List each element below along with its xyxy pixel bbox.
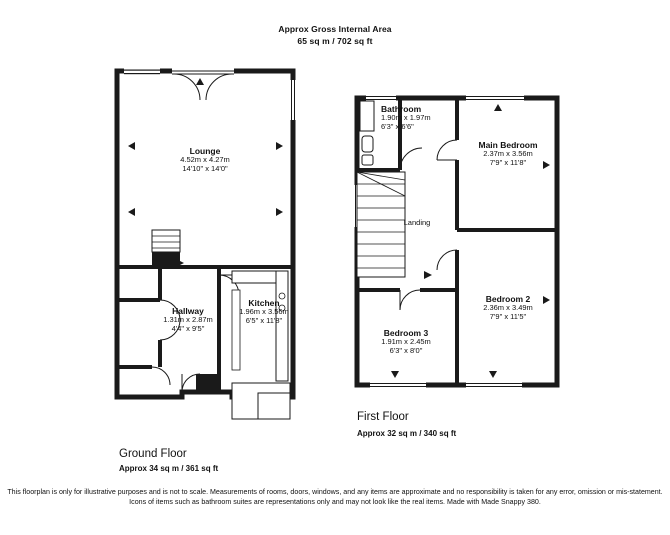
ground-floor-title: Ground Floor [119, 448, 187, 460]
room-label-kitchen [222, 298, 306, 326]
ground-floor-area: Approx 34 sq m / 361 sq ft [119, 464, 219, 473]
room-imperial: 4'4" x 9'5" [171, 323, 205, 333]
room-label-bedroom-2 [453, 294, 563, 322]
room-imperial: 7'9" x 11'5" [489, 311, 527, 321]
room-metric: 2.36m x 3.49m [483, 303, 533, 313]
room-metric: 1.31m x 2.87m [163, 315, 213, 325]
room-label-bathroom [381, 104, 491, 132]
gross-area-title: Approx Gross Internal Area [278, 24, 392, 34]
room-label-bedroom-3 [351, 328, 461, 356]
first-floor-area: Approx 32 sq m / 340 sq ft [357, 429, 457, 438]
room-metric: 2.37m x 3.56m [483, 149, 533, 159]
room-imperial: 6'5" x 11'8" [245, 315, 283, 325]
room-name: Bedroom 2 [485, 294, 531, 304]
room-name: Bathroom [381, 104, 422, 114]
room-label-hallway [150, 306, 226, 334]
room-name: Lounge [189, 146, 221, 156]
ground-floor-plan [117, 69, 296, 420]
room-imperial: 14'10" x 14'0" [182, 163, 228, 173]
room-name: Hallway [172, 306, 204, 316]
room-imperial: 6'3" x 8'0" [389, 345, 423, 355]
room-metric: 1.90m x 1.97m [381, 113, 431, 123]
room-imperial: 6'3" x 6'6" [381, 121, 414, 131]
room-label-landing [377, 219, 457, 228]
first-floor-title: First Floor [357, 411, 409, 423]
room-name: Main Bedroom [478, 140, 538, 150]
room-metric: 1.91m x 2.45m [381, 337, 431, 347]
room-label-main-bedroom [453, 140, 563, 168]
disclaimer-text: This floorplan is only for illustrative purposes and is not to scale. Measurements of rooms, doors, windows, and any items are approximate and no responsibility is taken for any error, omission or mis-statement. Icons of items such as bathroom suites are representations only and may not look like the real items. Made with Made Snappy 380. [7, 488, 663, 507]
room-label-lounge [145, 146, 265, 174]
room-metric: 4.52m x 4.27m [180, 155, 230, 165]
room-metric: 1.96m x 3.56m [239, 307, 289, 317]
gross-area-value: 65 sq m / 702 sq ft [297, 36, 373, 46]
room-name: Landing [403, 218, 431, 227]
ground-stairs [152, 230, 184, 267]
room-name: Bedroom 3 [383, 328, 429, 338]
room-imperial: 7'9" x 11'8" [489, 157, 527, 167]
room-name: Kitchen [248, 298, 280, 308]
